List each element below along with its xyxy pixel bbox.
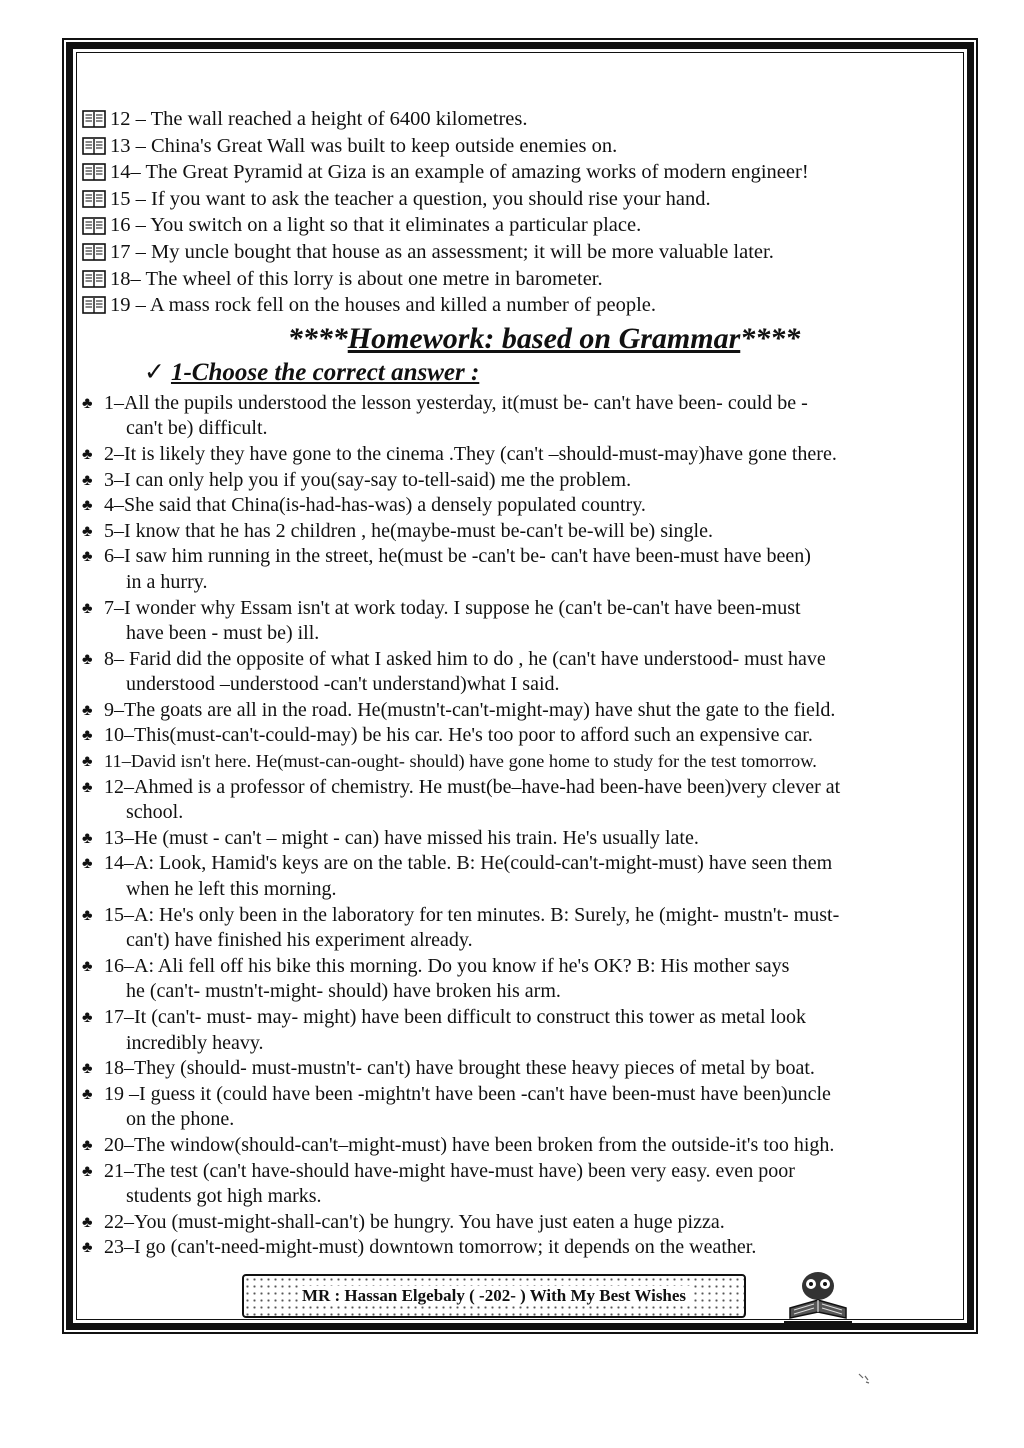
question-line-continued: have been - must be) ill. xyxy=(126,622,320,645)
vocab-correction-list xyxy=(82,106,966,319)
club-bullet-icon: ♣ xyxy=(82,548,93,566)
question-text xyxy=(104,1082,966,1133)
footer-text: MR : Hassan Elgebaly ( -202- ) With My Best Wishes xyxy=(298,1286,690,1306)
club-bullet-icon: ♣ xyxy=(82,957,93,975)
question-item xyxy=(82,723,966,749)
question-item xyxy=(82,1159,966,1210)
club-bullet-icon: ♣ xyxy=(82,727,93,745)
question-item xyxy=(82,1210,966,1236)
question-line: 17–It (can't- must- may- might) have been difficult to construct this tower as metal look xyxy=(104,1006,806,1028)
club-bullet-icon: ♣ xyxy=(82,497,93,515)
vocab-text: 18– The wheel of this lorry is about one metre in barometer. xyxy=(110,267,603,290)
vocab-item xyxy=(82,292,966,319)
club-bullet-icon: ♣ xyxy=(82,778,93,796)
stray-mark-icon xyxy=(856,1370,872,1384)
vocab-item xyxy=(82,212,966,239)
question-item xyxy=(82,544,966,595)
question-text xyxy=(104,493,966,519)
book-icon xyxy=(82,190,106,208)
worksheet-content xyxy=(82,106,966,1261)
question-text xyxy=(104,1056,966,1082)
club-bullet-icon: ♣ xyxy=(82,1136,93,1154)
club-bullet-icon: ♣ xyxy=(82,701,93,719)
question-line: 21–The test (can't have-should have-might have-must have) been very easy. even poor xyxy=(104,1159,795,1182)
question-item xyxy=(82,493,966,519)
question-text xyxy=(104,1210,966,1236)
question-line-continued: understood –understood -can't understand)what I said. xyxy=(126,673,560,696)
question-item xyxy=(82,519,966,545)
club-bullet-icon: ♣ xyxy=(82,1009,93,1026)
question-line: 4–She said that China(is-had-has-was) a densely populated country. xyxy=(104,494,646,517)
question-line: 14–A: Look, Hamid's keys are on the table. B: He(could-can't-might-must) have seen them xyxy=(104,852,833,875)
title-main: Homework: based on Grammar xyxy=(347,321,741,355)
question-line: 23–I go (can't-need-might-must) downtown tomorrow; it depends on the weather. xyxy=(104,1236,757,1259)
club-bullet-icon: ♣ xyxy=(82,599,93,617)
question-item xyxy=(82,851,966,902)
vocab-item xyxy=(82,266,966,293)
question-item xyxy=(82,1133,966,1159)
question-text xyxy=(104,1005,966,1056)
homework-title xyxy=(122,321,966,357)
question-line-continued: on the phone. xyxy=(126,1108,235,1131)
question-line-continued: can't be) difficult. xyxy=(126,417,268,440)
question-line-continued: when he left this morning. xyxy=(126,878,337,901)
question-item xyxy=(82,749,966,775)
question-text xyxy=(104,954,966,1005)
question-item xyxy=(82,775,966,826)
vocab-item xyxy=(82,159,966,186)
club-bullet-icon: ♣ xyxy=(82,1213,93,1231)
question-list xyxy=(82,391,966,1261)
question-text xyxy=(104,851,966,902)
question-item xyxy=(82,1005,966,1056)
question-line: 18–They (should- must-mustn't- can't) have brought these heavy pieces of metal by boat. xyxy=(104,1057,815,1080)
question-text xyxy=(104,544,966,595)
question-line: 9–The goats are all in the road. He(mustn't-can't-might-may) have shut the gate to the field. xyxy=(104,698,836,721)
question-line-continued: can't) have finished his experiment already. xyxy=(126,929,473,952)
question-item xyxy=(82,826,966,852)
question-line-continued: incredibly heavy. xyxy=(126,1031,264,1054)
vocab-text: 17 – My uncle bought that house as an assessment; it will be more valuable later. xyxy=(110,240,774,263)
club-bullet-icon: ♣ xyxy=(82,855,93,873)
question-line: 8– Farid did the opposite of what I asked him to do , he (can't have understood- must have xyxy=(104,647,826,670)
club-bullet-icon: ♣ xyxy=(82,445,93,463)
book-icon xyxy=(82,243,106,261)
question-line: 7–I wonder why Essam isn't at work today. I suppose he (can't be-can't have been-must xyxy=(104,596,801,619)
book-icon xyxy=(82,110,106,128)
section-heading-text: 1-Choose the correct answer : xyxy=(170,358,480,386)
question-line-continued: he (can't- mustn't-might- should) have broken his arm. xyxy=(126,980,561,1003)
book-icon xyxy=(82,296,106,314)
reading-owl-icon xyxy=(780,1264,856,1326)
question-line: 20–The window(should-can't–might-must) have been broken from the outside-it's too high. xyxy=(104,1133,835,1156)
question-item xyxy=(82,954,966,1005)
question-line: 2–It is likely they have gone to the cinema .They (can't –should-must-may)have gone there. xyxy=(104,442,837,465)
footer-banner xyxy=(242,1274,746,1318)
question-item xyxy=(82,442,966,468)
question-text xyxy=(104,647,966,698)
book-icon xyxy=(82,270,106,288)
vocab-text: 14– The Great Pyramid at Giza is an example of amazing works of modern engineer! xyxy=(110,161,809,184)
question-text xyxy=(104,519,966,545)
question-text xyxy=(104,1235,966,1261)
question-text xyxy=(104,826,966,852)
question-line-continued: school. xyxy=(126,801,184,824)
question-text xyxy=(104,596,966,647)
question-text xyxy=(104,1159,966,1210)
question-text xyxy=(104,468,966,494)
vocab-item xyxy=(82,239,966,266)
club-bullet-icon: ♣ xyxy=(82,1239,93,1257)
question-line: 1–All the pupils understood the lesson yesterday, it(must be- can't have been- could be - xyxy=(104,391,808,414)
question-item xyxy=(82,903,966,954)
title-stars-left: **** xyxy=(287,321,348,355)
question-item xyxy=(82,468,966,494)
question-line: 3–I can only help you if you(say-say to-tell-said) me the problem. xyxy=(104,468,632,491)
question-line: 13–He (must - can't – might - can) have missed his train. He's usually late. xyxy=(104,826,699,849)
club-bullet-icon: ♣ xyxy=(82,1060,93,1078)
club-bullet-icon: ♣ xyxy=(82,753,93,771)
question-item xyxy=(82,1082,966,1133)
vocab-item xyxy=(82,106,966,133)
question-line-continued: in a hurry. xyxy=(126,570,208,593)
club-bullet-icon: ♣ xyxy=(82,829,93,847)
question-item xyxy=(82,1056,966,1082)
club-bullet-icon: ♣ xyxy=(82,906,93,924)
question-item xyxy=(82,596,966,647)
checkmark-icon: ✓ xyxy=(144,358,165,386)
question-line-continued: students got high marks. xyxy=(126,1185,322,1208)
question-line: 12–Ahmed is a professor of chemistry. He must(be–have-had been-have been)very clever at xyxy=(104,775,841,798)
question-item xyxy=(82,1235,966,1261)
question-line: 15–A: He's only been in the laboratory for ten minutes. B: Surely, he (might- mustn't- must- xyxy=(104,903,840,926)
question-item xyxy=(82,647,966,698)
vocab-item xyxy=(82,186,966,213)
question-text xyxy=(104,903,966,954)
book-icon xyxy=(82,217,106,235)
question-text xyxy=(104,391,966,442)
question-line: 5–I know that he has 2 children , he(maybe-must be-can't be-will be) single. xyxy=(104,519,713,542)
club-bullet-icon: ♣ xyxy=(82,522,93,540)
club-bullet-icon: ♣ xyxy=(82,394,93,412)
question-item xyxy=(82,391,966,442)
vocab-text: 15 – If you want to ask the teacher a question, you should rise your hand. xyxy=(110,187,711,210)
vocab-text: 13 – China's Great Wall was built to keep outside enemies on. xyxy=(110,134,618,157)
question-text xyxy=(104,723,966,749)
question-item xyxy=(82,698,966,724)
question-line: 19 –I guess it (could have been -mightn't have been -can't have been-must have been)uncle xyxy=(104,1082,831,1105)
book-icon xyxy=(82,137,106,155)
question-text xyxy=(104,749,966,775)
question-line: 16–A: Ali fell off his bike this morning. Do you know if he's OK? B: His mother says xyxy=(104,954,790,977)
vocab-item xyxy=(82,133,966,160)
section-heading xyxy=(144,357,966,389)
question-text xyxy=(104,442,966,468)
title-stars-right: **** xyxy=(740,321,801,355)
club-bullet-icon: ♣ xyxy=(82,650,93,668)
club-bullet-icon: ♣ xyxy=(82,471,93,489)
club-bullet-icon: ♣ xyxy=(82,1085,93,1103)
question-text xyxy=(104,775,966,826)
question-line: 11–David isn't here. He(must-can-ought- should) have gone home to study for the test tomorrow. xyxy=(104,751,817,772)
question-line: 10–This(must-can't-could-may) be his car. He's too poor to afford such an expensive car. xyxy=(104,724,813,747)
vocab-text: 16 – You switch on a light so that it eliminates a particular place. xyxy=(110,214,642,237)
vocab-text: 19 – A mass rock fell on the houses and killed a number of people. xyxy=(110,294,656,317)
question-text xyxy=(104,1133,966,1159)
club-bullet-icon: ♣ xyxy=(82,1162,93,1180)
question-line: 22–You (must-might-shall-can't) be hungry. You have just eaten a huge pizza. xyxy=(104,1210,725,1233)
question-text xyxy=(104,698,966,724)
question-line: 6–I saw him running in the street, he(must be -can't be- can't have been-must have been) xyxy=(104,545,811,568)
book-icon xyxy=(82,163,106,181)
vocab-text: 12 – The wall reached a height of 6400 kilometres. xyxy=(110,108,528,130)
